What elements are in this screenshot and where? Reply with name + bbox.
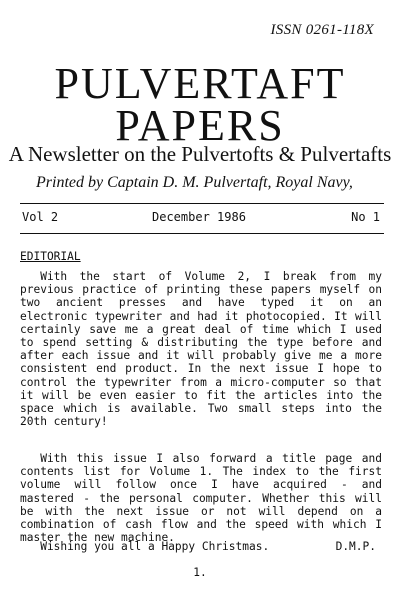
top-divider: [20, 203, 384, 204]
issue-info-row: [20, 210, 384, 228]
bottom-divider: [20, 233, 384, 234]
editor-signature: D.M.P.: [335, 540, 376, 553]
page-number: 1.: [193, 566, 207, 579]
issn-number: ISSN 0261-118X: [270, 22, 374, 38]
newsletter-subtitle: A Newsletter on the Pulvertofts & Pulvertafts: [8, 142, 392, 166]
issue-date: December 1986: [152, 210, 246, 224]
printer-credit: Printed by Captain D. M. Pulvertaft, Royal Navy,: [36, 174, 353, 191]
issue-number: No 1: [351, 210, 380, 224]
closing-line: [20, 540, 382, 554]
volume-label: Vol 2: [22, 210, 59, 224]
masthead-title-line-1: PULVERTAFT: [54, 59, 346, 108]
editorial-heading: EDITORIAL: [20, 250, 81, 263]
editorial-paragraph-2: With this issue I also forward a title page and contents list for Volume 1. The index to the first volume will follow once I have acquired - and mastered - the personal computer. Whether this will be with the next issue or not will depend on a combination of cash flow and the speed with which I master the new machine.: [20, 452, 382, 545]
christmas-greeting: Wishing you all a Happy Christmas.: [40, 540, 270, 553]
editorial-paragraph-1: With the start of Volume 2, I break from my previous practice of printing these papers myself on two ancient presses and have typed it on an electronic typewriter and had it photocopied. It will certainly save me a great deal of time which I used to spend setting & distributing the type before and after each issue and it will probably give me a more consistent end product. In the next issue I hope to control the typewriter from a micro-computer so that it will be even easier to fit the articles into the space which is available. Two small steps into the 20th century!: [20, 270, 382, 429]
masthead-title-line-2: PAPERS: [115, 101, 285, 150]
